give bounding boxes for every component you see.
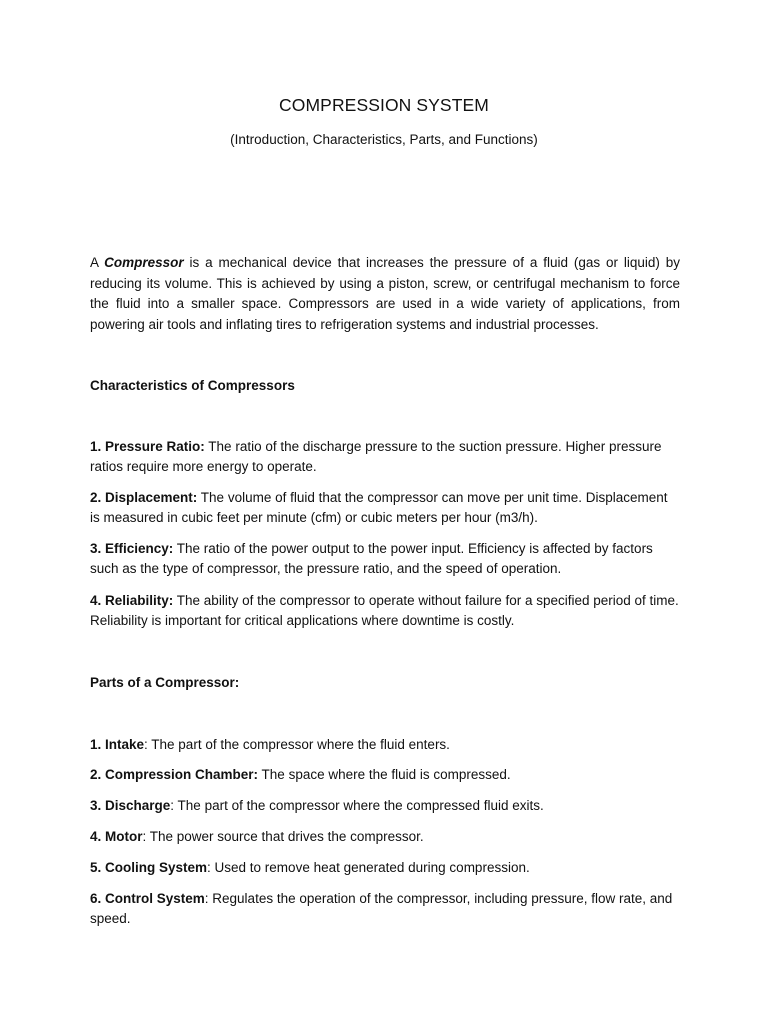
part-text: : Regulates the operation of the compressor, including pressure, flow rate, and speed. <box>90 891 673 926</box>
part-text: : Used to remove heat generated during compression. <box>207 860 530 875</box>
characteristic-item <box>90 488 680 528</box>
part-item <box>90 827 680 847</box>
characteristic-text: The volume of fluid that the compressor can move per unit time. Displacement is measured in cubic feet per minute (cfm) or cubic meters per hour (m3/h). <box>90 490 668 525</box>
part-text: The space where the fluid is compressed. <box>258 767 511 782</box>
part-item <box>90 735 680 755</box>
characteristic-text: The ratio of the discharge pressure to the suction pressure. Higher pressure ratios require more energy to operate. <box>90 439 662 474</box>
part-text: : The part of the compressor where the fluid enters. <box>144 737 450 752</box>
characteristic-item <box>90 437 680 477</box>
document-subtitle: (Introduction, Characteristics, Parts, and Functions) <box>230 132 538 147</box>
part-item <box>90 796 680 816</box>
part-item <box>90 765 680 785</box>
part-label: 1. Intake <box>90 737 145 752</box>
characteristic-label: 2. Displacement: <box>90 490 198 505</box>
parts-heading: Parts of a Compressor: <box>90 675 240 690</box>
characteristic-label: 4. Reliability: <box>90 593 174 608</box>
characteristic-label: 3. Efficiency: <box>90 541 174 556</box>
part-label: 3. Discharge <box>90 798 171 813</box>
part-text: : The part of the compressor where the compressed fluid exits. <box>170 798 544 813</box>
part-item <box>90 889 680 929</box>
intro-text: is a mechanical device that increases the pressure of a fluid (gas or liquid) by reducing its volume. This is achieved by using a piston, screw, or centrifugal mechanism to force the fluid into a smaller space. Compressors are used in a wide variety of applications, from powering air tools and inflating tires to refrigeration systems and industrial processes. <box>90 255 681 332</box>
intro-lead: A <box>90 255 105 270</box>
intro-term: Compressor <box>104 255 184 270</box>
characteristic-text: The ratio of the power output to the power input. Efficiency is affected by factors such as the type of compressor, the pressure ratio, and the speed of operation. <box>90 541 653 576</box>
part-text: : The power source that drives the compressor. <box>142 829 424 844</box>
part-item <box>90 858 680 878</box>
document-title: COMPRESSION SYSTEM <box>279 95 489 115</box>
characteristic-label: 1. Pressure Ratio: <box>90 439 205 454</box>
intro-paragraph <box>90 253 680 335</box>
part-label: 2. Compression Chamber: <box>90 767 259 782</box>
part-label: 5. Cooling System <box>90 860 208 875</box>
characteristic-text: The ability of the compressor to operate without failure for a specified period of time. Reliability is important for critical applications where downtime is costly. <box>90 593 679 628</box>
characteristic-item <box>90 539 680 579</box>
part-label: 4. Motor <box>90 829 143 844</box>
part-label: 6. Control System <box>90 891 205 906</box>
characteristic-item <box>90 591 680 631</box>
characteristics-heading: Characteristics of Compressors <box>90 378 295 393</box>
